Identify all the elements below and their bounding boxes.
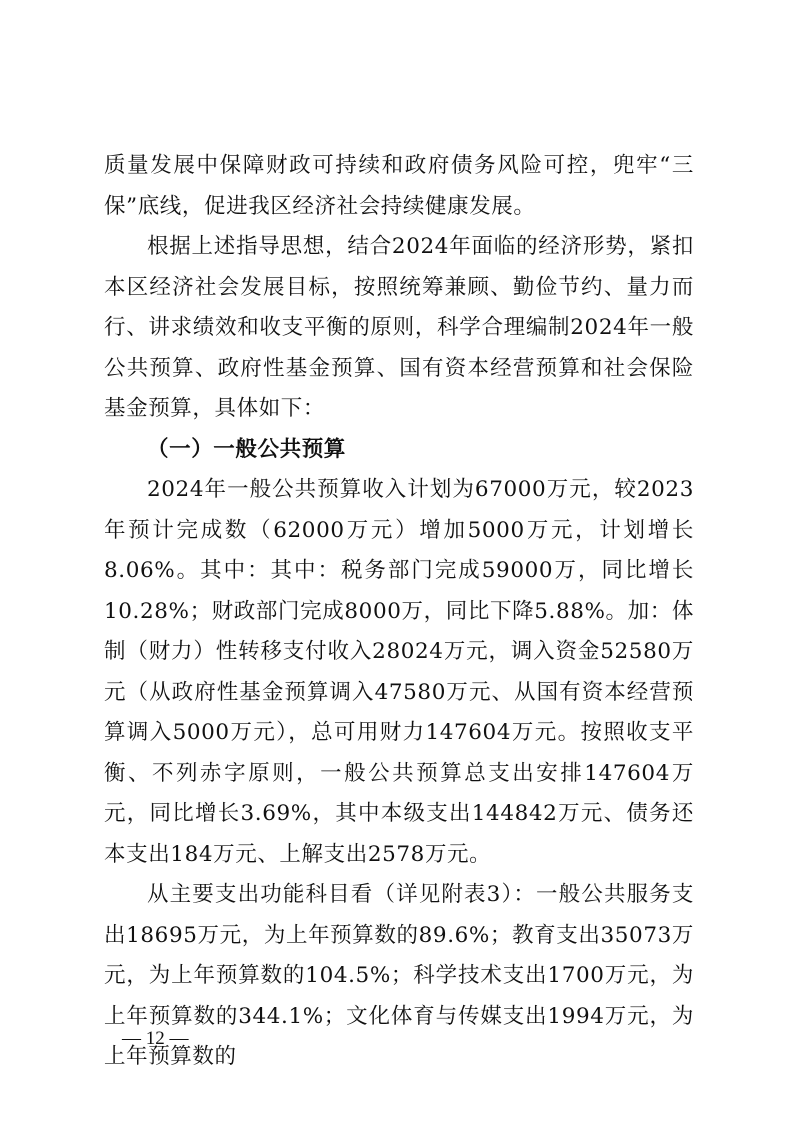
paragraph-continuation: 质量发展中保障财政可持续和政府债务风险可控，兜牢“三保”底线，促进我区经济社会持续健康发展。 bbox=[104, 153, 694, 219]
paragraph-guiding-principles: 根据上述指导思想，结合2024年面临的经济形势，紧扣本区经济社会发展目标，按照统筹兼顾、勤俭节约、量力而行、讲求绩效和收支平衡的原则，科学合理编制2024年一般公共预算、政府性基金预算、国有资本经营预算和社会保险基金预算，具体如下： bbox=[104, 234, 694, 421]
section-heading-general-budget: （一）一般公共预算 bbox=[147, 436, 346, 462]
document-body bbox=[104, 146, 694, 1078]
paragraph-budget-revenue: 2024年一般公共预算收入计划为67000万元，较2023年预计完成数（62000万元）增加5000万元，计划增长8.06%。其中：其中：税务部门完成59000万，同比增长10.28%；财政部门完成8000万，同比下降5.88%。加：体制（财力）性转移支付收入28024万元，调入资金52580万元（从政府性基金预算调入47580万元、从国有资本经营预算调入5000万元），总可用财力147604万元。按照收支平衡、不列赤字原则，一般公共预算总支出安排147604万元，同比增长3.69%，其中本级支出144842万元、债务还本支出184万元、上解支出2578万元。 bbox=[104, 477, 694, 867]
page-number: — 12 — bbox=[122, 1028, 189, 1049]
paragraph-expenditure-items: 从主要支出功能科目看（详见附表3）：一般公共服务支出18695万元，为上年预算数的89.6%；教育支出35073万元，为上年预算数的104.5%；科学技术支出1700万元，为上年预算数的344.1%；文化体育与传媒支出1994万元，为上年预算数的 bbox=[104, 882, 694, 1069]
